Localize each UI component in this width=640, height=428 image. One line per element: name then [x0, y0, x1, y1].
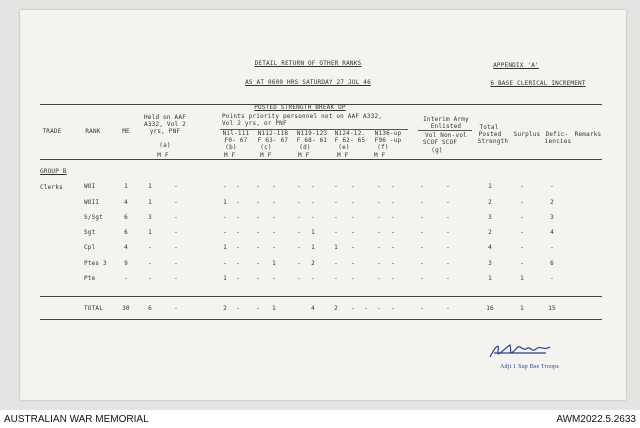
doc-title: DETAIL RETURN OF OTHER RANKS [254, 60, 362, 67]
row-deficiencies: - [550, 183, 554, 190]
col-e-2: F 62- 65 [334, 137, 366, 144]
col-posted-sub2: Vol 2 yrs, or PNF [222, 120, 287, 127]
footer-source: AUSTRALIAN WAR MEMORIAL [4, 414, 149, 425]
col-held-2: A332, Vol 2 [144, 121, 186, 128]
row-held-m: 3 [148, 214, 152, 221]
row-g-nonvol: - [446, 275, 450, 282]
total-rule-bottom [40, 319, 602, 320]
row-b-m: - [223, 183, 227, 190]
trade-label: Clerks [40, 184, 63, 191]
total-b2: - [236, 305, 240, 312]
row-held-f: - [174, 199, 178, 206]
row-g-nonvol: - [446, 260, 450, 267]
row-held-f: - [174, 183, 178, 190]
row-me: 4 [124, 244, 128, 251]
col-b-mf: M F [224, 152, 236, 159]
total-b1: 2 [223, 305, 227, 312]
total-me: 30 [122, 305, 130, 312]
row-e-m: - [334, 275, 338, 282]
row-f-m: - [377, 260, 381, 267]
col-b-1: Nil-111 [222, 130, 250, 137]
total-e1: - [351, 305, 355, 312]
row-rank: S/Sgt [84, 214, 104, 221]
col-held-3: yrs, PNF [149, 128, 181, 135]
row-posted: 2 [488, 199, 492, 206]
row-d-f: - [297, 244, 301, 251]
row-b-f: - [236, 244, 240, 251]
row-held-m: 1 [148, 199, 152, 206]
row-d-f: - [297, 275, 301, 282]
col-d-1: N119-123 [296, 130, 328, 137]
row-e-m: 1 [334, 244, 338, 251]
row-posted: 3 [488, 260, 492, 267]
total-deficiencies: 15 [548, 305, 556, 312]
row-c-f: - [256, 244, 260, 251]
col-total-1: Total [479, 124, 499, 131]
row-e-f: - [351, 244, 355, 251]
row-surplus: 1 [520, 275, 524, 282]
row-held-f: - [174, 214, 178, 221]
header-rule-bottom [40, 159, 602, 160]
total-d2: 2 [334, 305, 338, 312]
col-d-3: (d) [299, 144, 311, 151]
signature-caption: Adjt 1 Sup Bse Troops [500, 364, 559, 370]
row-d-m: - [311, 214, 315, 221]
total-e2: - [364, 305, 368, 312]
row-d-f: - [297, 199, 301, 206]
col-posted-title: POSTED STRENGTH BREAK UP [254, 104, 346, 111]
row-me: 6 [124, 229, 128, 236]
row-f-f: - [391, 214, 395, 221]
row-b-f: - [236, 199, 240, 206]
appendix-label: APPENDIX 'A' [493, 62, 539, 69]
row-rank: Ptes 3 [84, 260, 107, 267]
row-g-nonvol: - [446, 229, 450, 236]
row-c-m: 1 [272, 260, 276, 267]
col-held-mf: M F [157, 152, 169, 159]
row-c-f: - [256, 199, 260, 206]
row-e-m: - [334, 214, 338, 221]
row-e-m: - [334, 229, 338, 236]
total-a2: - [174, 305, 178, 312]
col-b-2: F0- 67 [224, 137, 248, 144]
row-posted: 1 [488, 275, 492, 282]
row-c-f: - [256, 183, 260, 190]
total-a: 6 [148, 305, 152, 312]
row-d-f: - [297, 229, 301, 236]
row-g-vol: - [420, 244, 424, 251]
row-f-f: - [391, 260, 395, 267]
col-defic-2: iencies [544, 138, 572, 145]
row-d-m: 2 [311, 260, 315, 267]
row-f-m: - [377, 183, 381, 190]
col-d-2: F 68- 61 [296, 137, 328, 144]
row-d-f: - [297, 183, 301, 190]
row-held-f: - [174, 260, 178, 267]
row-f-m: - [377, 275, 381, 282]
footer-bar [0, 410, 640, 428]
col-b-3: (b) [225, 144, 237, 151]
total-rule-top [40, 296, 602, 297]
row-deficiencies: - [550, 244, 554, 251]
row-b-m: 1 [223, 199, 227, 206]
col-total-3: Strength [477, 138, 509, 145]
row-f-f: - [391, 183, 395, 190]
row-g-nonvol: - [446, 183, 450, 190]
col-held-letter: (a) [159, 142, 171, 149]
row-held-f: - [174, 275, 178, 282]
row-f-f: - [391, 199, 395, 206]
row-f-f: - [391, 229, 395, 236]
row-f-f: - [391, 244, 395, 251]
row-g-vol: - [420, 183, 424, 190]
row-surplus: - [520, 229, 524, 236]
col-held-1: Held on AAF [144, 114, 186, 121]
row-g-vol: - [420, 214, 424, 221]
row-c-f: - [256, 275, 260, 282]
row-me: 4 [124, 199, 128, 206]
row-e-f: - [351, 260, 355, 267]
row-b-f: - [236, 214, 240, 221]
col-c-2: F 63- 67 [257, 137, 289, 144]
row-deficiencies: 4 [550, 229, 554, 236]
row-f-m: - [377, 214, 381, 221]
row-held-f: - [174, 229, 178, 236]
row-rank: Sgt [84, 229, 96, 236]
total-label: TOTAL [84, 305, 104, 312]
row-c-f: - [256, 214, 260, 221]
row-held-m: 1 [148, 183, 152, 190]
row-e-m: - [334, 183, 338, 190]
row-g-nonvol: - [446, 244, 450, 251]
total-surplus: 1 [520, 305, 524, 312]
row-c-m: - [272, 183, 276, 190]
row-f-m: - [377, 244, 381, 251]
footer-accession: AWM2022.5.2633 [556, 414, 636, 425]
col-interim-4: SCOF SCOF [422, 139, 458, 146]
row-b-f: - [236, 229, 240, 236]
col-rank: RANK [85, 128, 101, 135]
row-f-m: - [377, 199, 381, 206]
col-surplus: Surplus [513, 131, 541, 138]
row-d-m: - [311, 275, 315, 282]
row-b-m: - [223, 260, 227, 267]
col-e-mf: M F [337, 152, 349, 159]
row-held-m: 1 [148, 229, 152, 236]
row-e-f: - [351, 229, 355, 236]
row-surplus: - [520, 260, 524, 267]
row-rank: Pte [84, 275, 96, 282]
row-rank: WOI [84, 183, 96, 190]
row-b-m: 1 [223, 244, 227, 251]
total-g1: - [420, 305, 424, 312]
row-b-m: - [223, 229, 227, 236]
col-f-3: (f) [377, 144, 389, 151]
row-d-f: - [297, 214, 301, 221]
row-surplus: - [520, 214, 524, 221]
row-deficiencies: 2 [550, 199, 554, 206]
total-g2: - [446, 305, 450, 312]
row-posted: 3 [488, 214, 492, 221]
row-g-vol: - [420, 229, 424, 236]
row-posted: 4 [488, 244, 492, 251]
row-me: 1 [124, 183, 128, 190]
row-g-vol: - [420, 199, 424, 206]
row-surplus: - [520, 244, 524, 251]
row-d-m: - [311, 183, 315, 190]
row-held-m: - [148, 275, 152, 282]
col-total-2: Posted [478, 131, 502, 138]
row-deficiencies: 3 [550, 214, 554, 221]
col-me: ME [122, 128, 130, 135]
col-d-mf: M F [298, 152, 310, 159]
col-posted-sub1: Points priority personnel not on AAF A332, [222, 113, 383, 120]
row-deficiencies: 6 [550, 260, 554, 267]
row-e-f: - [351, 214, 355, 221]
row-held-f: - [174, 244, 178, 251]
row-f-f: - [391, 275, 395, 282]
group-label: GROUP B [40, 168, 67, 175]
row-c-f: - [256, 229, 260, 236]
row-posted: 1 [488, 183, 492, 190]
row-me: 9 [124, 260, 128, 267]
col-c-3: (c) [260, 144, 272, 151]
signature-scrawl [486, 337, 558, 363]
col-interim-5: (g) [431, 147, 443, 154]
row-b-f: - [236, 275, 240, 282]
col-remarks: Remarks [574, 131, 602, 138]
row-me: 6 [124, 214, 128, 221]
row-rank: WOII [84, 199, 100, 206]
col-c-1: N112-118 [257, 130, 289, 137]
total-c1: 1 [272, 305, 276, 312]
row-g-nonvol: - [446, 199, 450, 206]
row-rank: Cpl [84, 244, 96, 251]
row-held-m: - [148, 260, 152, 267]
row-c-m: - [272, 229, 276, 236]
col-interim-2: Enlisted [430, 123, 462, 130]
row-d-m: 1 [311, 244, 315, 251]
row-c-m: - [272, 244, 276, 251]
row-g-vol: - [420, 260, 424, 267]
col-f-2: F96 -up [374, 137, 402, 144]
row-held-m: - [148, 244, 152, 251]
total-d1: 4 [311, 305, 315, 312]
row-c-f: - [256, 260, 260, 267]
row-c-m: - [272, 275, 276, 282]
row-d-m: 1 [311, 229, 315, 236]
col-f-mf: M F [374, 152, 386, 159]
row-d-f: - [297, 260, 301, 267]
col-f-1: N136-up [374, 130, 402, 137]
row-g-vol: - [420, 275, 424, 282]
row-e-f: - [351, 199, 355, 206]
row-b-f: - [236, 183, 240, 190]
row-c-m: - [272, 199, 276, 206]
col-defic-1: Defic- [545, 131, 569, 138]
row-me: - [124, 275, 128, 282]
row-e-f: - [351, 183, 355, 190]
col-e-3: (e) [338, 144, 350, 151]
row-f-m: - [377, 229, 381, 236]
row-surplus: - [520, 183, 524, 190]
row-g-nonvol: - [446, 214, 450, 221]
interim-underline [418, 130, 472, 131]
date-line: AS AT 0600 HRS SATURDAY 27 JUL 46 [245, 79, 371, 86]
total-c2: - [256, 305, 260, 312]
row-b-m: - [223, 214, 227, 221]
unit-name: 6 BASE CLERICAL INCREMENT [490, 80, 586, 87]
row-posted: 2 [488, 229, 492, 236]
col-interim-3: Vol Non-vol [425, 132, 467, 139]
row-d-m: - [311, 199, 315, 206]
total-posted: 16 [486, 305, 494, 312]
row-surplus: - [520, 199, 524, 206]
col-c-mf: M F [260, 152, 272, 159]
row-deficiencies: - [550, 275, 554, 282]
row-b-m: 1 [223, 275, 227, 282]
row-e-m: - [334, 199, 338, 206]
col-e-1: N124-12. [334, 130, 366, 137]
total-f2: - [391, 305, 395, 312]
row-e-f: - [351, 275, 355, 282]
row-b-f: - [236, 260, 240, 267]
col-trade: TRADE [42, 128, 62, 135]
row-e-m: - [334, 260, 338, 267]
col-interim-1: Interim Army [423, 116, 469, 123]
total-f1: - [377, 305, 381, 312]
row-c-m: - [272, 214, 276, 221]
